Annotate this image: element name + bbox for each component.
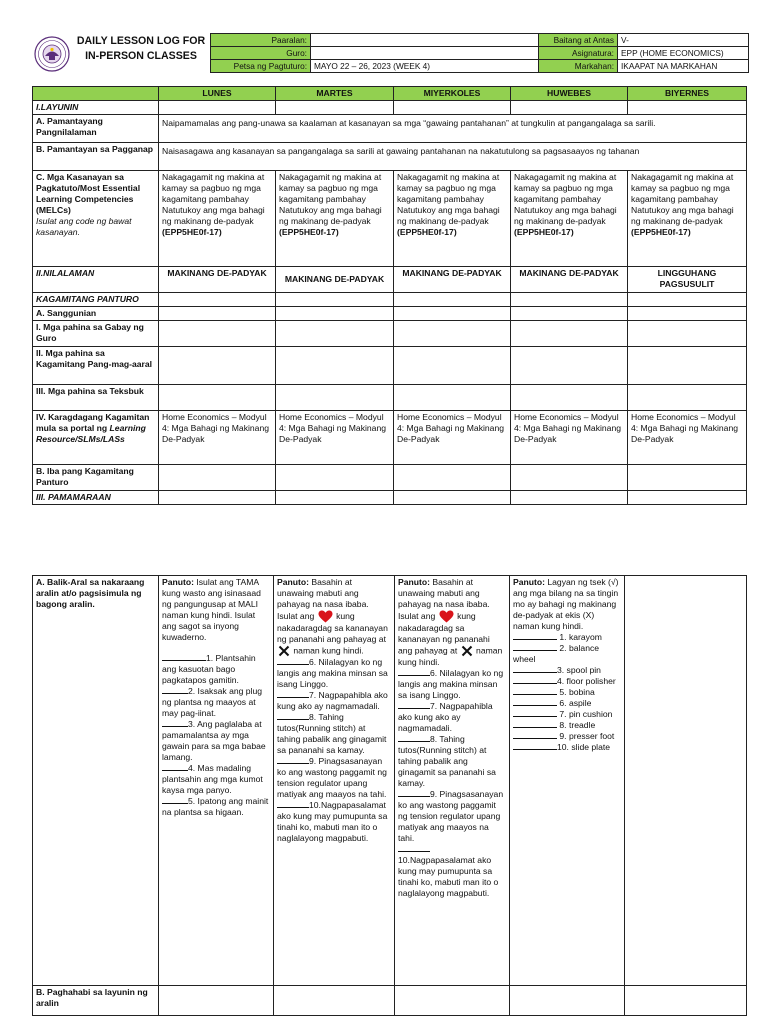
- martes-instruction-a: Basahin at unawaing mabuti ang pahayag na nasa ibaba. Isulat ang: [277, 577, 369, 621]
- melc-martes: Nakagagamit ng makina at kamay sa pagbuo ng mga kagamitang pambahay Natutukoy ang mga bahagi ng makinang de-padyak (EPP5HE0f-17): [276, 171, 394, 267]
- karagdagang-label: IV. Karagdagang Kagamitan mula sa portal ng: [36, 412, 150, 433]
- lunes-item-2: 2. Isaksak ang plug ng plantsa ng maayos at may pag-iinat.: [162, 686, 263, 718]
- iba-pang-kagamitan-label: B. Iba pang Kagamitang Panturo: [33, 465, 159, 491]
- panuto-label: Panuto:: [162, 577, 194, 587]
- pamantayang-pangnilalaman-text: Naipamamalas ang pang-unawa sa kaalaman at kasanayan sa mga “gawaing pantahanan” at tungkulin at pangangalaga sa sarili.: [159, 115, 747, 143]
- melc-lunes: Nakagagamit ng makina at kamay sa pagbuo ng mga kagamitang pambahay Natutukoy ang mga bahagi ng makinang de-padyak (EPP5HE0f-17): [159, 171, 276, 267]
- heart-icon: [439, 610, 454, 623]
- nilalaman-biyernes: LINGGUHANG PAGSUSULIT: [628, 267, 747, 293]
- huwebes-item-4: 4. floor polisher: [557, 676, 616, 686]
- melc-huwebes: Nakagagamit ng makina at kamay sa pagbuo ng mga kagamitang pambahay Natutukoy ang mga bahagi ng makinang de-padyak (EPP5HE0f-17): [511, 171, 628, 267]
- nilalaman-lunes: MAKINANG DE-PADYAK: [159, 267, 276, 293]
- lunes-instruction: Isulat ang TAMA kung wasto ang isinasaad ng pangungusap at MALI naman kung hindi. Isulat ang sagot sa inyong kuwaderno.: [162, 577, 261, 642]
- balik-aral-lunes: [159, 576, 274, 986]
- nilalaman-martes: MAKINANG DE-PADYAK: [276, 267, 394, 293]
- baitang-value: V-: [618, 34, 749, 47]
- baitang-label: Baitang at Antas: [539, 34, 618, 47]
- huwebes-item-6: 6. aspile: [559, 698, 592, 708]
- miyerkoles-item-7: 7. Nagpapahibla ako kung ako ay nagmamadali.: [398, 701, 493, 733]
- miyerkoles-item-6: 6. Nilalagyan ko ng langis ang makina minsan sa isang Linggo.: [398, 668, 504, 700]
- martes-item-7: 7. Nagpapahibla ako kung ako ay nagmamadali.: [277, 690, 388, 711]
- martes-item-9: 9. Pinagsasanayan ko ang wastong paggamit ng tension regulator upang matiyak ang maayos na tahi.: [277, 756, 387, 799]
- miyerkoles-item-8: 8. Tahing tutos(Running stitch) at tahing pabalik ang ginagamit sa pananahi sa kamay.: [398, 734, 496, 788]
- corner-cell: [33, 87, 159, 101]
- huwebes-item-8: 8. treadle: [559, 720, 596, 730]
- guro-label: Guro:: [211, 47, 311, 60]
- karagdagang-martes: Home Economics – Modyul 4: Mga Bahagi ng Makinang De-Padyak: [276, 411, 394, 465]
- header-info-table: [210, 33, 749, 73]
- karagdagang-italic: Learning Resource/SLMs/LASs: [36, 423, 146, 444]
- asignatura-value: EPP (HOME ECONOMICS): [618, 47, 749, 60]
- day-header-lunes: LUNES: [159, 87, 276, 101]
- sanggunian-label: A. Sanggunian: [33, 307, 159, 321]
- huwebes-item-9: 9. presser foot: [559, 731, 615, 741]
- pang-mag-aaral-label: II. Mga pahina sa Kagamitang Pang-mag-aaral: [33, 347, 159, 385]
- pamamaraan-heading: III. PAMAMARAAN: [33, 491, 159, 505]
- paaralan-value: [311, 34, 539, 47]
- day-header-martes: MARTES: [276, 87, 394, 101]
- huwebes-item-10: 10. slide plate: [557, 742, 611, 752]
- asignatura-label: Asignatura:: [539, 47, 618, 60]
- objectives-table: [32, 86, 747, 505]
- x-mark-icon: [461, 645, 473, 657]
- karagdagang-miyerkoles: Home Economics – Modyul 4: Mga Bahagi ng Makinang De-Padyak: [394, 411, 511, 465]
- balik-aral-martes: Panuto: Basahin at unawaing mabuti ang pahayag na nasa ibaba. Isulat ang kung nakadaragdag sa kananayan ng pananahi ang pahayag at naman kung hindi. 6. Nilalagyan ko ng langis ang makina minsan sa isang Linggo. 7. Nagpapahibla ako kung ako ay nagmamadali. 8. Tahing tutos(Running stitch) at tahing pabalik ang ginagamit sa pananahi sa kamay. 9. Pinagsasanayan ko ang wastong paggamit ng tension regulator upang matiyak ang maayos na tahi. 10.Nagpapasalamat ako kung may pumupunta sa tinahi ko, mabuti man ito o naglalayong magpabuti.: [274, 576, 395, 986]
- miyerkoles-instruction-c: naman kung hindi.: [398, 645, 503, 667]
- lunes-item-1: 1. Plantsahin ang kasuotan bago pagkatapos gamitin.: [162, 653, 256, 685]
- pamantayan-pagganap-label: B. Pamantayan sa Pagganap: [33, 143, 159, 171]
- petsa-label: Petsa ng Pagtuturo:: [211, 60, 311, 73]
- paaralan-label: Paaralan:: [211, 34, 311, 47]
- martes-instruction-b: kung nakadaragdag sa kananayan ng pananahi ang pahayag at: [277, 610, 388, 644]
- pamantayang-pangnilalaman-label: A. Pamantayang Pangnilalaman: [33, 115, 159, 143]
- melc-miyerkoles: Nakagagamit ng makina at kamay sa pagbuo ng mga kagamitang pambahay Natutukoy ang mga bahagi ng makinang de-padyak (EPP5HE0f-17): [394, 171, 511, 267]
- nilalaman-heading: II.NILALAMAN: [33, 267, 159, 293]
- guro-value: [311, 47, 539, 60]
- day-header-biyernes: BIYERNES: [628, 87, 747, 101]
- huwebes-item-5: 5. bobina: [559, 687, 595, 697]
- markahan-label: Markahan:: [539, 60, 618, 73]
- layunin-heading: I.LAYUNIN: [33, 101, 159, 115]
- paghahabi-label: B. Paghahabi sa layunin ng aralin: [33, 986, 159, 1016]
- heart-icon: [318, 610, 333, 623]
- teksbuk-label: III. Mga pahina sa Teksbuk: [33, 385, 159, 411]
- pamantayan-pagganap-text: Naisasagawa ang kasanayan sa pangangalaga sa sarili at gawaing pantahanan na nakatutulong sa pagsasaayos ng tahanan: [159, 143, 747, 171]
- petsa-value: MAYO 22 – 26, 2023 (WEEK 4): [311, 60, 539, 73]
- miyerkoles-item-9: 9. Pinagsasanayan ko ang wastong paggamit ng tension regulator upang matiyak ang maayos na tahi.: [398, 789, 504, 843]
- balik-aral-label: A. Balik-Aral sa nakaraang aralin at/o pagsisimula ng bagong aralin.: [33, 576, 159, 986]
- day-header-huwebes: HUWEBES: [511, 87, 628, 101]
- karagdagang-biyernes: Home Economics – Modyul 4: Mga Bahagi ng Makinang De-Padyak: [628, 411, 747, 465]
- karagdagang-huwebes: Home Economics – Modyul 4: Mga Bahagi ng Makinang De-Padyak: [511, 411, 628, 465]
- martes-instruction-c: naman kung hindi.: [293, 645, 364, 656]
- melc-note: Isulat ang code ng bawat kasanayan.: [36, 216, 132, 237]
- balik-aral-miyerkoles: Panuto: Basahin at unawaing mabuti ang pahayag na nasa ibaba. Isulat ang kung nakadaragdag sa kananayan ng pananahi ang pahayag at naman kung hindi. 6. Nilalagyan ko ng langis ang makina minsan sa isang Linggo. 7. Nagpapahibla ako kung ako ay nagmamadali. 8. Tahing tutos(Running stitch) at tahing pabalik ang ginagamit sa pananahi sa kamay. 9. Pinagsasanayan ko ang wastong paggamit ng tension regulator upang matiyak ang maayos na tahi. 10.Nagpapasalamat ako kung may pumupunta sa tinahi ko, mabuti man ito o naglalayong magpabuti.: [395, 576, 510, 986]
- miyerkoles-item-10: 10.Nagpapasalamat ako kung may pumupunta sa tinahi ko, mabuti man ito o naglalayong magpabuti.: [398, 855, 499, 898]
- huwebes-item-2: 2. balance wheel: [513, 643, 600, 664]
- nilalaman-miyerkoles: MAKINANG DE-PADYAK: [394, 267, 511, 293]
- melc-label: C. Mga Kasanayan sa Pagkatuto/Most Essential Learning Competencies (MELCs): [36, 172, 141, 215]
- karagdagang-label-cell: [33, 411, 159, 465]
- balik-aral-huwebes: Panuto: Lagyan ng tsek (√) ang mga bilang na sa tingin mo ay bahagi ng makinang de-padyak at ekis (X) naman kung hindi. 1. karayom 2. balance wheel 3. spool pin 4. floor polisher 5. bobina 6. aspile 7. pin cushion 8. treadle 9. presser foot 10. slide plate: [510, 576, 625, 986]
- miyerkoles-instruction-a: Basahin at unawaing mabuti ang pahayag na nasa ibaba. Isulat ang: [398, 577, 490, 621]
- markahan-value: IKAAPAT NA MARKAHAN: [618, 60, 749, 73]
- martes-item-10: 10.Nagpapasalamat ako kung may pumupunta sa tinahi ko, mabuti man ito o naglalayong magpabuti.: [277, 800, 388, 843]
- lunes-item-3: 3. Ang paglalaba at pamamalantsa ay mga gawain para sa mga babae lamang.: [162, 719, 266, 762]
- log-title: [76, 34, 206, 65]
- day-header-miyerkoles: MIYERKOLES: [394, 87, 511, 101]
- melc-biyernes: Nakagagamit ng makina at kamay sa pagbuo ng mga kagamitang pambahay Natutukoy ang mga bahagi ng makinang de-padyak (EPP5HE0f-17): [628, 171, 747, 267]
- deped-seal-icon: [34, 36, 70, 72]
- martes-item-8: 8. Tahing tutos(Running stitch) at tahing pabalik ang ginagamit sa pananahi sa kamay.: [277, 712, 387, 755]
- huwebes-instruction: Lagyan ng tsek (√) ang mga bilang na sa tingin mo ay bahagi ng makinang de-padyak at ekis (X) naman kung hindi.: [513, 577, 619, 631]
- nilalaman-huwebes: MAKINANG DE-PADYAK: [511, 267, 628, 293]
- huwebes-item-7: 7. pin cushion: [559, 709, 613, 719]
- karagdagang-lunes: Home Economics – Modyul 4: Mga Bahagi ng Makinang De-Padyak: [159, 411, 276, 465]
- balik-aral-biyernes: [625, 576, 747, 986]
- huwebes-item-3: 3. spool pin: [557, 665, 601, 675]
- martes-item-6: 6. Nilalagyan ko ng langis ang makina minsan sa isang Linggo.: [277, 657, 388, 689]
- miyerkoles-instruction-b: kung nakadaragdag sa kananayan ng pananahi ang pahayag at: [398, 610, 490, 656]
- huwebes-item-1: 1. karayom: [559, 632, 602, 642]
- log-title-line2: IN-PERSON CLASSES: [85, 50, 197, 63]
- lunes-item-5: 5. Ipatong ang mainit na plantsa sa higaan.: [162, 796, 269, 817]
- kagamitan-heading: KAGAMITANG PANTURO: [33, 293, 159, 307]
- procedure-table: [32, 575, 747, 1016]
- gabay-guro-label: I. Mga pahina sa Gabay ng Guro: [33, 321, 159, 347]
- lunes-item-4: 4. Mas madaling plantsahin ang mga kumot kaysa mga panyo.: [162, 763, 263, 795]
- x-mark-icon: [278, 645, 290, 657]
- log-title-line1: DAILY LESSON LOG FOR: [76, 35, 206, 47]
- melc-label-cell: [33, 171, 159, 267]
